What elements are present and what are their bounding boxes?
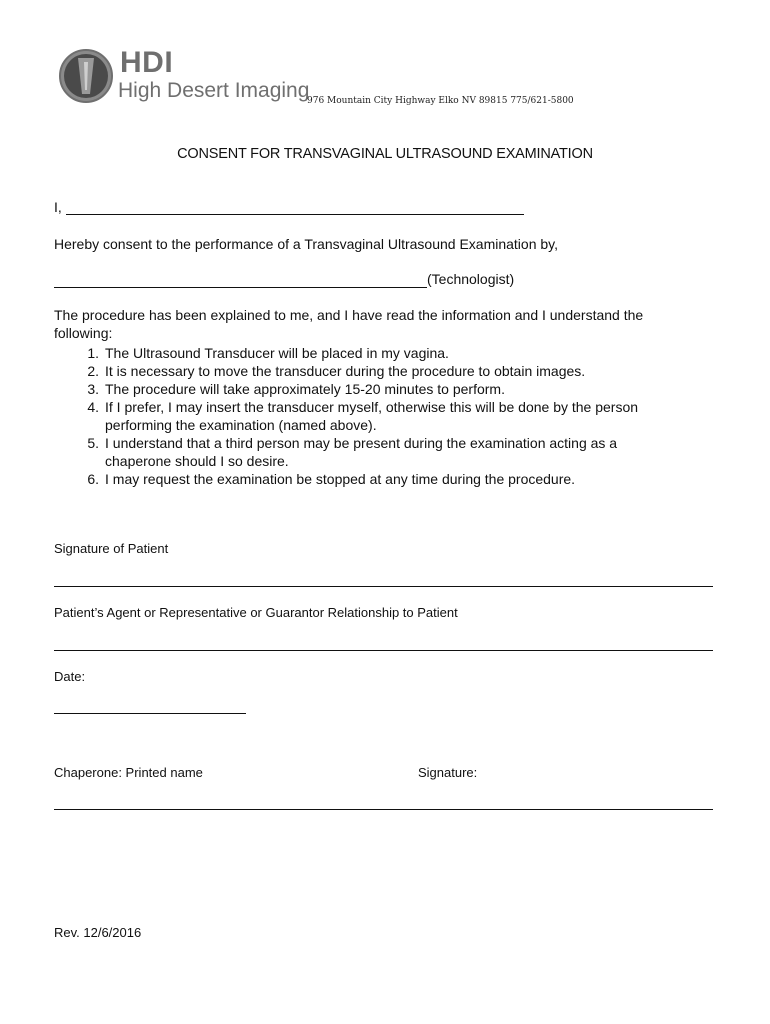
- chaperone-line[interactable]: [54, 809, 713, 810]
- logo-company-name: High Desert Imaging: [118, 79, 310, 102]
- list-item-number: 2.: [87, 363, 99, 379]
- list-item-text: The procedure will take approximately 15-20 minutes to perform.: [105, 381, 505, 397]
- technologist-name-line[interactable]: [54, 287, 427, 288]
- logo-abbreviation: HDI: [120, 46, 174, 79]
- patient-prefix: I,: [54, 199, 62, 215]
- explanation-text-continued: following:: [54, 325, 113, 341]
- list-item: [54, 362, 714, 380]
- date-label: Date:: [54, 669, 86, 684]
- list-item-text: It is necessary to move the transducer during the procedure to obtain images.: [105, 363, 586, 379]
- list-item-text: If I prefer, I may insert the transducer myself, otherwise this will be done by the person: [105, 399, 639, 415]
- acknowledgement-list: [54, 344, 714, 488]
- list-item-number: 3.: [87, 381, 99, 397]
- list-item-text: chaperone should I so desire.: [105, 453, 289, 469]
- company-logo: [58, 46, 308, 108]
- revision-date: Rev. 12/6/2016: [54, 925, 142, 940]
- list-item: [54, 434, 714, 470]
- chaperone-signature-label: Signature:: [418, 765, 478, 780]
- list-item: [54, 470, 714, 488]
- company-address: 976 Mountain City Highway Elko NV 89815 775/621-5800: [307, 96, 574, 106]
- patient-signature-label: Signature of Patient: [54, 541, 169, 556]
- list-item-number: 1.: [87, 345, 99, 361]
- list-item-number: 6.: [87, 471, 99, 487]
- list-item-text: I understand that a third person may be present during the examination acting as a: [105, 435, 618, 451]
- agent-label: Patient’s Agent or Representative or Guarantor Relationship to Patient: [54, 605, 458, 620]
- list-item-number: 5.: [87, 435, 99, 451]
- consent-statement: Hereby consent to the performance of a Transvaginal Ultrasound Examination by,: [54, 236, 559, 252]
- list-item: [54, 380, 714, 398]
- hdi-logo-icon: [58, 48, 114, 104]
- chaperone-printed-name-label: Chaperone: Printed name: [54, 765, 203, 780]
- patient-name-line[interactable]: [66, 214, 524, 215]
- technologist-label: (Technologist): [427, 271, 515, 287]
- document-title: CONSENT FOR TRANSVAGINAL ULTRASOUND EXAMINATION: [177, 146, 593, 162]
- list-item: [54, 344, 714, 362]
- list-item-text: The Ultrasound Transducer will be placed in my vagina.: [105, 345, 449, 361]
- list-item-text: performing the examination (named above).: [105, 417, 377, 433]
- agent-line[interactable]: [54, 650, 713, 651]
- date-line[interactable]: [54, 713, 246, 714]
- patient-signature-line[interactable]: [54, 586, 713, 587]
- list-item-text: I may request the examination be stopped at any time during the procedure.: [105, 471, 576, 487]
- list-item: [54, 398, 714, 434]
- explanation-text: The procedure has been explained to me, and I have read the information and I understand the: [54, 307, 644, 323]
- list-item-number: 4.: [87, 399, 99, 415]
